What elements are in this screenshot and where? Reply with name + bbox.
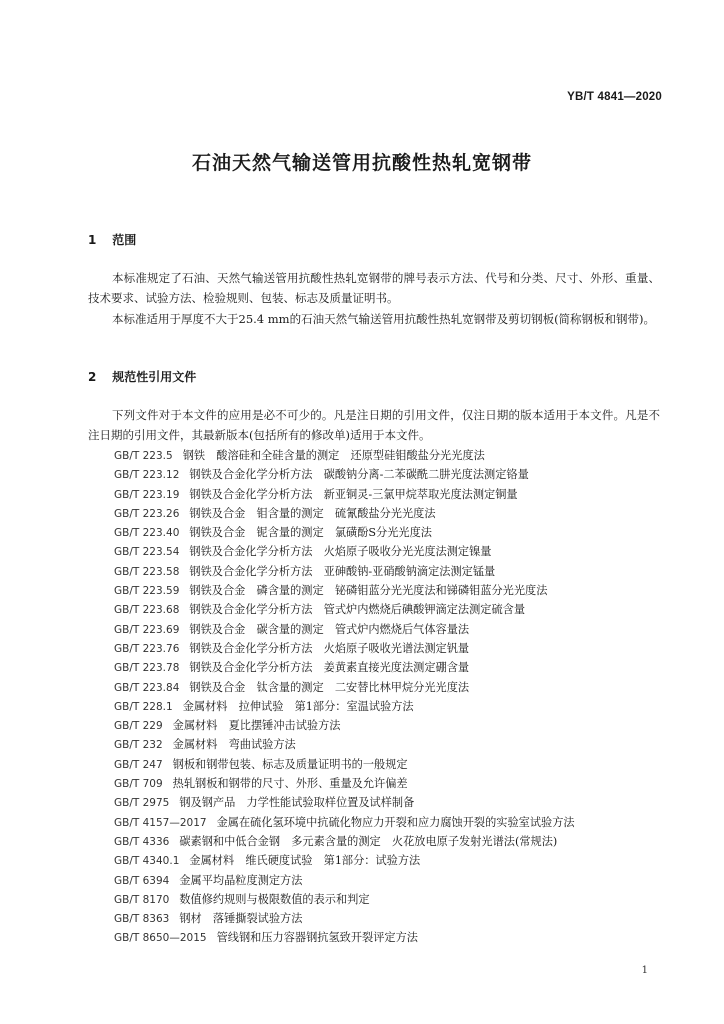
- reference-code: GB/T 4157—2017: [114, 816, 207, 829]
- scope-paragraph-1: 本标准规定了石油、天然气输送管用抗酸性热轧宽钢带的牌号表示方法、代号和分类、尺寸、外形、重量、技术要求、试验方法、检验规则、包装、标志及质量证明书。: [88, 271, 660, 305]
- reference-item: [114, 909, 674, 928]
- reference-title: 钢铁及合金化学分析方法 火焰原子吸收光谱法测定钒量: [189, 641, 470, 655]
- reference-item: [114, 793, 674, 812]
- reference-code: GB/T 8170: [114, 893, 170, 906]
- section-heading-scope: [88, 231, 136, 248]
- reference-item: [114, 813, 674, 832]
- reference-item: [114, 465, 674, 484]
- reference-code: GB/T 223.40: [114, 527, 180, 540]
- reference-item: [114, 928, 674, 947]
- reference-code: GB/T 223.5: [114, 450, 173, 462]
- reference-code: GB/T 228.1: [114, 700, 173, 713]
- reference-code: GB/T 223.78: [114, 662, 180, 675]
- reference-code: GB/T 6394: [114, 874, 170, 887]
- references-intro-paragraph: 下列文件对于本文件的应用是必不可少的。凡是注日期的引用文件，仅注日期的版本适用于本文件。凡是不注日期的引用文件，其最新版本(包括所有的修改单)适用于本文件。: [88, 408, 660, 442]
- reference-title: 钢铁及合金化学分析方法 姜黄素直接光度法测定硼含量: [189, 661, 470, 675]
- reference-item: [114, 755, 674, 774]
- reference-code: GB/T 4340.1: [114, 855, 180, 868]
- reference-item: [114, 542, 674, 561]
- reference-code: GB/T 223.54: [114, 546, 180, 559]
- reference-title: 金属材料 维氏硬度试验 第1部分：试验方法: [189, 854, 421, 868]
- reference-title: 钢铁 酸溶硅和全硅含量的测定 还原型硅钼酸盐分光光度法: [182, 449, 485, 462]
- reference-title: 钢铁及合金 碳含量的测定 管式炉内燃烧后气体容量法: [189, 622, 470, 636]
- reference-code: GB/T 8650—2015: [114, 932, 207, 945]
- section-heading-normative-references: [88, 368, 196, 385]
- reference-title: 金属材料 弯曲试验方法: [172, 738, 296, 752]
- reference-title: 钢板和钢带包装、标志及质量证明书的一般规定: [172, 757, 408, 771]
- reference-code: GB/T 247: [114, 758, 163, 771]
- reference-code: GB/T 223.58: [114, 565, 180, 578]
- reference-item: [114, 851, 674, 870]
- reference-code: GB/T 4336: [114, 835, 170, 848]
- reference-code: GB/T 223.12: [114, 469, 180, 482]
- reference-title: 碳素钢和中低合金钢 多元素含量的测定 火花放电原子发射光谱法(常规法): [179, 834, 558, 848]
- reference-code: GB/T 223.76: [114, 642, 180, 655]
- section-number: 2: [88, 370, 97, 384]
- section-title: 范围: [112, 233, 137, 247]
- section-title: 规范性引用文件: [112, 370, 197, 384]
- reference-item: [114, 620, 674, 639]
- reference-title: 数值修约规则与极限数值的表示和判定: [179, 892, 370, 906]
- reference-title: 管线钢和压力容器钢抗氢致开裂评定方法: [216, 931, 418, 945]
- reference-title: 钢及钢产品 力学性能试验取样位置及试样制备: [179, 796, 415, 810]
- reference-title: 金属材料 夏比摆锤冲击试验方法: [172, 719, 341, 733]
- reference-title: 钢铁及合金 磷含量的测定 铋磷钼蓝分光光度法和锑磷钼蓝分光光度法: [189, 584, 548, 598]
- reference-item: [114, 562, 674, 581]
- reference-title: 钢铁及合金化学分析方法 管式炉内燃烧后碘酸钾滴定法测定硫含量: [189, 603, 526, 617]
- reference-item: [114, 832, 674, 851]
- reference-item: [114, 774, 674, 793]
- reference-item: [114, 485, 674, 504]
- reference-item: [114, 581, 674, 600]
- reference-code: GB/T 223.26: [114, 507, 180, 520]
- reference-item: [114, 871, 674, 890]
- reference-code: GB/T 232: [114, 739, 163, 752]
- reference-title: 钢铁及合金化学分析方法 新亚铜灵-三氯甲烷萃取光度法测定铜量: [189, 487, 518, 501]
- reference-code: GB/T 8363: [114, 913, 170, 926]
- reference-title: 钢材 落锤撕裂试验方法: [179, 912, 303, 926]
- reference-title: 热轧钢板和钢带的尺寸、外形、重量及允许偏差: [172, 777, 408, 791]
- reference-title: 钢铁及合金 钼含量的测定 硫氰酸盐分光光度法: [189, 506, 436, 520]
- reference-item: [114, 504, 674, 523]
- scope-paragraph-2: 本标准适用于厚度不大于25.4 mm的石油天然气输送管用抗酸性热轧宽钢带及剪切钢板(简称钢板和钢带)。: [112, 312, 656, 326]
- page-number: 1: [641, 965, 648, 976]
- reference-code: GB/T 223.84: [114, 681, 180, 694]
- reference-title: 金属材料 拉伸试验 第1部分：室温试验方法: [182, 699, 414, 713]
- reference-title: 钢铁及合金化学分析方法 火焰原子吸收分光光度法测定镍量: [189, 545, 492, 559]
- reference-item: [114, 600, 674, 619]
- standard-code: YB/T 4841—2020: [567, 91, 662, 103]
- reference-code: GB/T 709: [114, 778, 163, 791]
- reference-code: GB/T 223.59: [114, 585, 180, 598]
- reference-item: [114, 446, 674, 465]
- section-number: 1: [88, 233, 97, 247]
- reference-code: GB/T 223.68: [114, 604, 180, 617]
- reference-title: 钢铁及合金化学分析方法 亚砷酸钠-亚硝酸钠滴定法测定锰量: [189, 564, 496, 578]
- reference-item: [114, 678, 674, 697]
- reference-code: GB/T 223.69: [114, 623, 180, 636]
- document-title: 石油天然气输送管用抗酸性热轧宽钢带: [191, 152, 532, 174]
- reference-list: [114, 446, 674, 948]
- reference-title: 金属平均晶粒度测定方法: [179, 873, 303, 887]
- reference-item: [114, 639, 674, 658]
- reference-item: [114, 890, 674, 909]
- reference-code: GB/T 223.19: [114, 488, 180, 501]
- reference-item: [114, 658, 674, 677]
- reference-title: 钢铁及合金 钛含量的测定 二安替比林甲烷分光光度法: [189, 680, 470, 694]
- reference-item: [114, 697, 674, 716]
- reference-title: 金属在硫化氢环境中抗硫化物应力开裂和应力腐蚀开裂的实验室试验方法: [216, 815, 575, 829]
- reference-code: GB/T 2975: [114, 797, 170, 810]
- reference-title: 钢铁及合金化学分析方法 碳酸钠分离-二苯碳酰二肼光度法测定铬量: [189, 468, 529, 482]
- reference-item: [114, 523, 674, 542]
- reference-code: GB/T 229: [114, 720, 163, 733]
- reference-item: [114, 735, 674, 754]
- reference-item: [114, 716, 674, 735]
- reference-title: 钢铁及合金 铌含量的测定 氯磺酚S分光光度法: [189, 526, 432, 540]
